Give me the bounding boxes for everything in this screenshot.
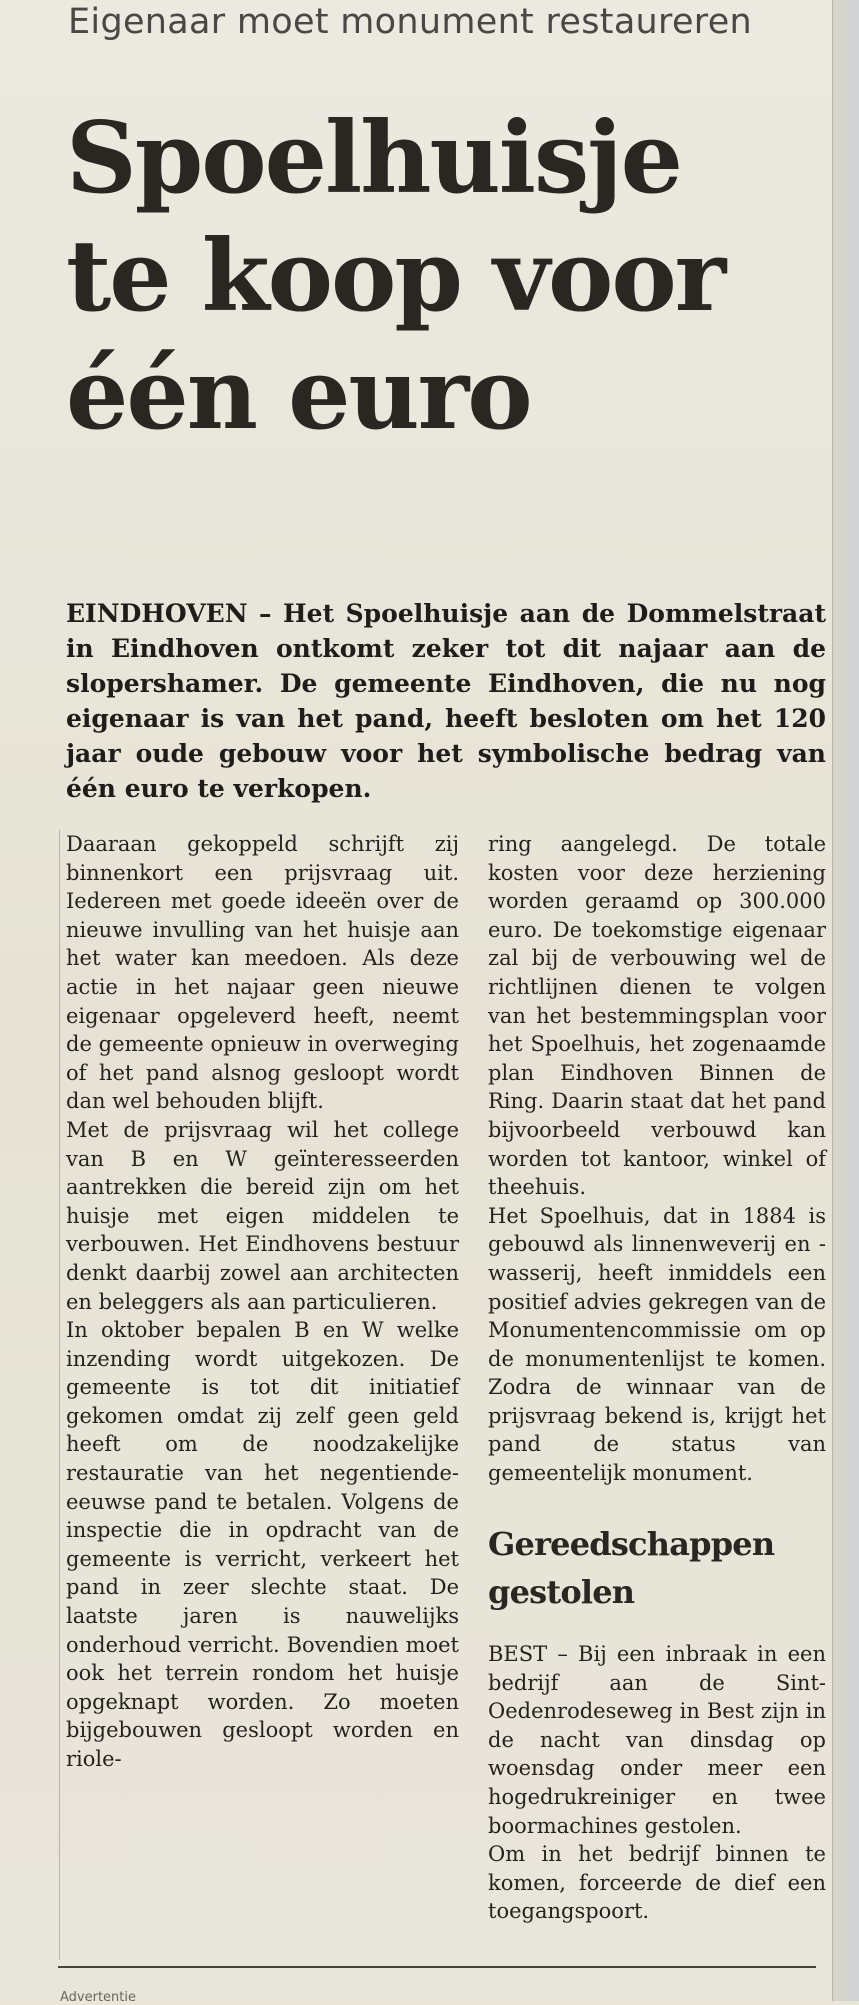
paragraph: Om in het bedrijf binnen te komen, forceerde de dief een toegangspoort. [488,1842,826,1924]
brief-body [488,1640,826,1926]
headline-line-3: één euro [66,337,531,452]
paragraph: In oktober bepalen B en W welke inzending wordt uitgekozen. De gemeente is tot dit initiatief gekomen omdat zij zelf geen geld heeft om de noodzakelijke restauratie van het negentiende-eeuwse pand te betalen. Volgens de inspectie die in opdracht van de gemeente is verricht, verkeert het pand in zeer slechte staat. De laatste jaren is nauwelijks onderhoud verricht. Bovendien moet ook het terrein rondom het huisje opgeknapt worden. Zo moeten bijgebouwen gesloopt worden en riole- [66,1318,459,1771]
divider [58,1966,816,1968]
article-kicker: Eigenaar moet monument restaureren [68,2,753,42]
paragraph: Met de prijsvraag wil het college van B en W geïnteresseerden aantrekken die bereid zijn om het huisje met eigen middelen te verbouwen. Het Eindhovens bestuur denkt daarbij zowel aan architecten en beleggers als aan particulieren. [66,1117,459,1314]
brief-headline: Gereedschappen gestolen [488,1525,775,1611]
headline-line-2: te koop voor [66,219,725,334]
headline-line-1: Spoelhuisje [66,101,681,216]
paragraph: ring aangelegd. De totale kosten voor deze herziening worden geraamd op 300.000 euro. De toekomstige eigenaar zal bij de verbouwing wel de richtlijnen dienen te volgen van het bestemmingsplan voor het Spoelhuis, het zogenaamde plan Eindhoven Binnen de Ring. Daarin staat dat het pand bijvoorbeeld verbouwd kan worden tot kantoor, winkel of theehuis. [488,832,826,1200]
paragraph: Daaraan gekoppeld schrijft zij binnenkort een prijsvraag uit. Iedereen met goede ideeën over de nieuwe invulling van het huisje aan het water kan meedoen. Als deze actie in het najaar geen nieuwe eigenaar opgeleverd heeft, neemt de gemeente opnieuw in overweging of het pand alsnog gesloopt wordt dan wel behouden blijft. [66,832,459,1114]
advertisement-label: Advertentie [60,1990,136,2005]
adjacent-page-edge [832,0,859,2001]
article-lead: EINDHOVEN – Het Spoelhuisje aan de Dommelstraat in Eindhoven ontkomt zeker tot dit najaar aan de slopershamer. De gemeente Eindhoven, die nu nog eigenaar is van het pand, heeft besloten om het 120 jaar oude gebouw voor het symbolische bedrag van één euro te verkopen. [66,599,826,803]
article-headline [66,100,826,454]
paragraph: BEST – Bij een inbraak in een bedrijf aan de Sint-Oedenrodeseweg in Best zijn in de nacht van dinsdag op woensdag onder meer een hogedrukreiniger en twee boormachines gestolen. [488,1642,826,1838]
article-column-2 [488,830,826,1488]
column-edge-rule [59,830,60,1960]
article-column-1 [66,830,459,1774]
paragraph: Het Spoelhuis, dat in 1884 is gebouwd als linnenweverij en -wasserij, heeft inmiddels een positief advies gekregen van de Monumentencommissie om op de monumentenlijst te komen. Zodra de winnaar van de prijsvraag bekend is, krijgt het pand de status van gemeentelijk monument. [488,1203,826,1486]
